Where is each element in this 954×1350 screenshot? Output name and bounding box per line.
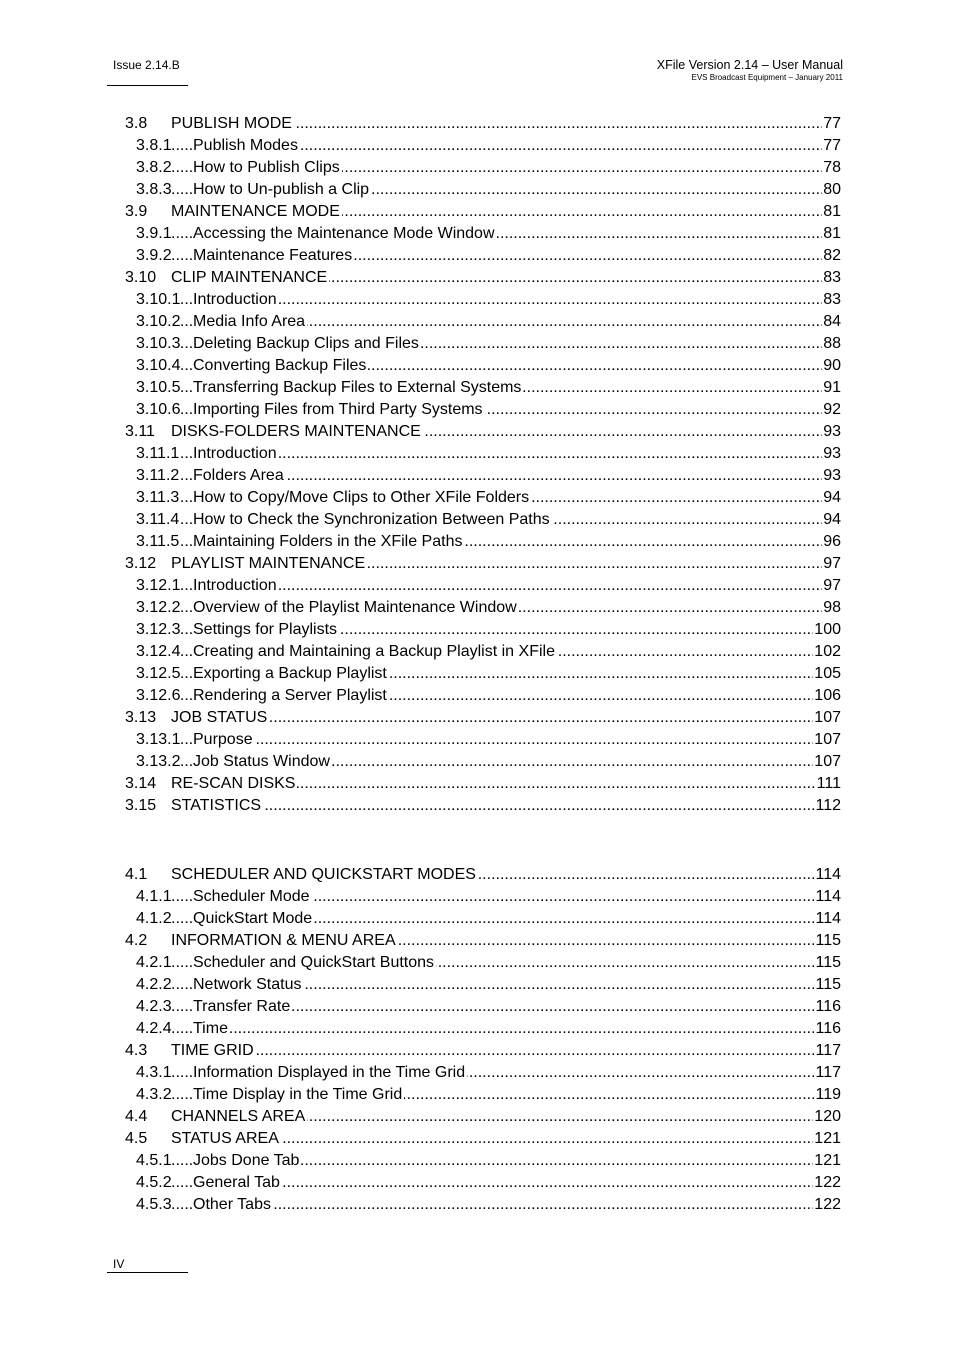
- toc-entry-number: 3.13.1: [136, 729, 180, 751]
- toc-entry-page: 117: [814, 1040, 841, 1062]
- toc-entry-title: QuickStart Mode: [193, 908, 314, 930]
- toc-entry-page: 78: [822, 157, 841, 179]
- toc-entry-number: 4.2.3: [136, 996, 172, 1018]
- toc-entry-page: 102: [813, 641, 841, 663]
- toc-entry-page: 120: [813, 1106, 841, 1128]
- toc-entry-page: 107: [813, 729, 841, 751]
- toc-entry-page: 90: [822, 355, 841, 377]
- toc-entry-number: 4.2: [125, 930, 147, 952]
- toc-entry[interactable]: [125, 575, 841, 597]
- toc-entry-page: 119: [814, 1084, 841, 1106]
- toc-entry[interactable]: [125, 355, 841, 377]
- toc-entry-page: 114: [814, 864, 841, 886]
- toc-entry-page: 117: [814, 1062, 841, 1084]
- toc-entry-number: 3.12.2: [136, 597, 180, 619]
- toc-entry-page: 83: [822, 289, 841, 311]
- toc-entry-number: 4.3.1: [136, 1062, 172, 1084]
- toc-entry-title: General Tab: [193, 1172, 282, 1194]
- toc-entry-page: 115: [814, 930, 841, 952]
- toc-entry-page: 77: [822, 113, 841, 135]
- toc-entry-number: 3.9.2: [136, 245, 172, 267]
- toc-entry[interactable]: [125, 619, 841, 641]
- toc-entry-title: Introduction: [193, 443, 279, 465]
- toc-entry-title: Converting Backup Files: [193, 355, 368, 377]
- toc-entry[interactable]: [125, 201, 841, 223]
- toc-entry[interactable]: [125, 553, 841, 575]
- header-title-block: [657, 58, 843, 82]
- toc-entry-title: How to Publish Clips: [193, 157, 342, 179]
- toc-entry[interactable]: [125, 223, 841, 245]
- toc-entry-title: How to Check the Synchronization Between Paths: [193, 509, 552, 531]
- toc-entry[interactable]: [125, 641, 841, 663]
- toc-entry-title: Exporting a Backup Playlist: [193, 663, 389, 685]
- header-subtitle: EVS Broadcast Equipment – January 2011: [691, 73, 843, 82]
- toc-entry-title: TIME GRID: [171, 1040, 256, 1062]
- toc-entry[interactable]: [125, 311, 841, 333]
- toc-entry-title: Purpose: [193, 729, 255, 751]
- toc-entry-page: 82: [822, 245, 841, 267]
- toc-entry-number: 3.11.4: [136, 509, 179, 531]
- toc-entry-title: Transfer Rate: [193, 996, 292, 1018]
- toc-entry-page: 93: [822, 421, 841, 443]
- toc-entry[interactable]: [125, 1106, 841, 1128]
- toc-entry-number: 3.8: [125, 113, 147, 135]
- toc-entry[interactable]: [125, 663, 841, 685]
- toc-section-3: [125, 113, 841, 817]
- toc-entry[interactable]: [125, 685, 841, 707]
- toc-entry[interactable]: [125, 597, 841, 619]
- toc-entry[interactable]: [125, 157, 841, 179]
- toc-entry[interactable]: [125, 1194, 841, 1216]
- toc-entry-number: 3.10.1: [136, 289, 180, 311]
- toc-entry[interactable]: [125, 1128, 841, 1150]
- toc-entry[interactable]: [125, 135, 841, 157]
- toc-entry[interactable]: [125, 399, 841, 421]
- toc-entry-number: 3.13.2: [136, 751, 180, 773]
- toc-entry-page: 107: [813, 707, 841, 729]
- toc-entry-number: 4.1: [125, 864, 147, 886]
- toc-entry-page: 112: [814, 795, 841, 817]
- toc-entry-page: 114: [814, 908, 841, 930]
- toc-entry-page: 83: [822, 267, 841, 289]
- toc-entry[interactable]: [125, 864, 841, 886]
- toc-entry-title: RE-SCAN DISKS: [171, 773, 297, 795]
- toc-entry-title: Settings for Playlists: [193, 619, 339, 641]
- toc-entry-title: STATUS AREA: [171, 1128, 281, 1150]
- toc-entry-title: CHANNELS AREA: [171, 1106, 307, 1128]
- toc-entry-title: MAINTENANCE MODE: [171, 201, 342, 223]
- toc-entry[interactable]: [125, 773, 841, 795]
- toc-entry-title: Network Status: [193, 974, 303, 996]
- toc-entry[interactable]: [125, 795, 841, 817]
- toc-entry-title: Publish Modes: [193, 135, 300, 157]
- toc-entry-title: Other Tabs: [193, 1194, 273, 1216]
- toc-entry-page: 88: [822, 333, 841, 355]
- toc-entry-number: 3.10.3: [136, 333, 180, 355]
- toc-entry-title: Job Status Window: [193, 751, 332, 773]
- toc-entry-page: 121: [813, 1128, 841, 1150]
- toc-entry-number: 3.9.1: [136, 223, 172, 245]
- toc-entry-number: 3.12: [125, 553, 156, 575]
- toc-entry-number: 4.5: [125, 1128, 147, 1150]
- toc-entry[interactable]: [125, 1018, 841, 1040]
- toc-entry-title: Creating and Maintaining a Backup Playlist in XFile: [193, 641, 557, 663]
- toc-entry-number: 4.5.1: [136, 1150, 172, 1172]
- toc-entry[interactable]: [125, 377, 841, 399]
- toc-entry-page: 94: [822, 509, 841, 531]
- toc-entry-number: 3.10.6: [136, 399, 180, 421]
- toc-entry[interactable]: [125, 245, 841, 267]
- toc-entry-number: 4.1.1: [136, 886, 172, 908]
- toc-entry-number: 4.3: [125, 1040, 147, 1062]
- toc-entry-title: DISKS-FOLDERS MAINTENANCE: [171, 421, 423, 443]
- toc-entry[interactable]: [125, 421, 841, 443]
- toc-entry-page: 77: [822, 135, 841, 157]
- toc-entry-title: SCHEDULER AND QUICKSTART MODES: [171, 864, 478, 886]
- toc-entry[interactable]: [125, 996, 841, 1018]
- toc-entry-title: How to Un-publish a Clip: [193, 179, 371, 201]
- toc-entry-title: PLAYLIST MAINTENANCE: [171, 553, 367, 575]
- toc-entry-number: 4.4: [125, 1106, 147, 1128]
- toc-entry-number: 4.2.4: [136, 1018, 172, 1040]
- toc-entry[interactable]: [125, 751, 841, 773]
- toc-entry[interactable]: [125, 113, 841, 135]
- toc-entry-page: 116: [814, 996, 841, 1018]
- toc-entry-number: 3.12.4: [136, 641, 180, 663]
- toc-entry-title: Jobs Done Tab: [193, 1150, 301, 1172]
- toc-leader-dots: [171, 1018, 841, 1040]
- toc-entry-page: 80: [822, 179, 841, 201]
- toc-section-4: [125, 864, 841, 1216]
- toc-entry[interactable]: [125, 509, 841, 531]
- toc-entry-page: 92: [822, 399, 841, 421]
- toc-entry-number: 3.8.3: [136, 179, 172, 201]
- toc-entry-number: 3.11.1: [136, 443, 179, 465]
- toc-entry-page: 106: [813, 685, 841, 707]
- toc-entry[interactable]: [125, 974, 841, 996]
- toc-entry-title: Time Display in the Time Grid: [193, 1084, 404, 1106]
- toc-entry-page: 100: [813, 619, 841, 641]
- toc-entry-number: 4.5.3: [136, 1194, 172, 1216]
- toc-entry-title: Introduction: [193, 575, 279, 597]
- toc-entry-number: 3.8.1: [136, 135, 172, 157]
- toc-entry[interactable]: [125, 487, 841, 509]
- toc-entry-title: Overview of the Playlist Maintenance Window: [193, 597, 519, 619]
- toc-entry-title: CLIP MAINTENANCE: [171, 267, 329, 289]
- toc-entry-page: 122: [813, 1172, 841, 1194]
- toc-entry-title: Folders Area: [193, 465, 286, 487]
- toc-entry-title: How to Copy/Move Clips to Other XFile Folders: [193, 487, 531, 509]
- toc-entry-number: 3.12.3: [136, 619, 180, 641]
- toc-entry-page: 115: [814, 952, 841, 974]
- toc-entry-number: 4.3.2: [136, 1084, 172, 1106]
- toc-entry-page: 115: [814, 974, 841, 996]
- toc-leader-dots: [171, 1040, 841, 1062]
- toc-entry-page: 97: [822, 575, 841, 597]
- toc-entry-title: Deleting Backup Clips and Files: [193, 333, 421, 355]
- toc-entry-title: Accessing the Maintenance Mode Window: [193, 223, 497, 245]
- header-issue: Issue 2.14.B: [113, 58, 180, 72]
- toc-entry[interactable]: [125, 1084, 841, 1106]
- toc-leader-dots: [171, 795, 841, 817]
- toc-entry-title: Importing Files from Third Party Systems: [193, 399, 485, 421]
- toc-entry[interactable]: [125, 729, 841, 751]
- toc-entry[interactable]: [125, 465, 841, 487]
- toc-entry-page: 98: [822, 597, 841, 619]
- toc-entry-title: Time: [193, 1018, 230, 1040]
- toc-entry[interactable]: [125, 531, 841, 553]
- toc-entry-number: 3.9: [125, 201, 147, 223]
- toc-entry-number: 4.2.1: [136, 952, 172, 974]
- toc-entry-title: INFORMATION & MENU AREA: [171, 930, 398, 952]
- toc-entry-title: Maintenance Features: [193, 245, 354, 267]
- toc-entry-number: 3.14: [125, 773, 156, 795]
- toc-entry[interactable]: [125, 267, 841, 289]
- toc-entry-page: 121: [813, 1150, 841, 1172]
- toc-entry-title: Scheduler Mode: [193, 886, 312, 908]
- toc-entry-number: 3.12.6: [136, 685, 180, 707]
- toc-entry-page: 111: [816, 773, 841, 795]
- toc-entry-page: 107: [813, 751, 841, 773]
- toc-entry-title: STATISTICS: [171, 795, 263, 817]
- toc-entry[interactable]: [125, 1150, 841, 1172]
- toc-entry-page: 105: [813, 663, 841, 685]
- toc-entry-title: Scheduler and QuickStart Buttons: [193, 952, 436, 974]
- toc-entry-title: Media Info Area: [193, 311, 307, 333]
- toc-entry-number: 3.10: [125, 267, 156, 289]
- toc-leader-dots: [171, 707, 841, 729]
- toc-entry-page: 93: [822, 443, 841, 465]
- toc-entry-page: 116: [814, 1018, 841, 1040]
- toc-entry-page: 81: [822, 223, 841, 245]
- toc-entry[interactable]: [125, 930, 841, 952]
- toc-entry[interactable]: [125, 289, 841, 311]
- toc-entry-number: 3.15: [125, 795, 156, 817]
- toc-entry-page: 93: [822, 465, 841, 487]
- toc-entry-number: 3.8.2: [136, 157, 172, 179]
- toc-entry[interactable]: [125, 886, 841, 908]
- toc-entry-title: Transferring Backup Files to External Systems: [193, 377, 523, 399]
- toc-entry-page: 94: [822, 487, 841, 509]
- toc-entry-number: 3.12.5: [136, 663, 180, 685]
- toc-entry-title: JOB STATUS: [171, 707, 269, 729]
- toc-entry-title: Introduction: [193, 289, 279, 311]
- header-rule: [107, 85, 188, 86]
- toc-leader-dots: [171, 729, 841, 751]
- toc-entry-number: 3.13: [125, 707, 156, 729]
- toc-entry[interactable]: [125, 1040, 841, 1062]
- toc-entry-page: 97: [822, 553, 841, 575]
- header-title: XFile Version 2.14 – User Manual: [656, 58, 843, 72]
- toc-entry-title: Rendering a Server Playlist: [193, 685, 389, 707]
- footer-page-number: IV: [113, 1257, 125, 1271]
- toc-entry[interactable]: [125, 333, 841, 355]
- toc-entry[interactable]: [125, 707, 841, 729]
- toc-entry-page: 114: [814, 886, 841, 908]
- toc-entry-number: 3.10.4: [136, 355, 180, 377]
- toc-entry-page: 84: [822, 311, 841, 333]
- toc-entry-number: 3.11.2: [136, 465, 179, 487]
- toc-entry-number: 3.11.5: [136, 531, 179, 553]
- toc-entry-title: Information Displayed in the Time Grid: [193, 1062, 467, 1084]
- toc-entry[interactable]: [125, 908, 841, 930]
- toc-entry-title: Maintaining Folders in the XFile Paths: [193, 531, 464, 553]
- toc-entry-page: 91: [822, 377, 841, 399]
- toc-entry-title: PUBLISH MODE: [171, 113, 294, 135]
- toc-entry[interactable]: [125, 1172, 841, 1194]
- footer-rule: [107, 1272, 188, 1273]
- toc-entry-number: 3.11.3: [136, 487, 179, 509]
- toc-entry-number: 4.2.2: [136, 974, 172, 996]
- toc-entry-number: 3.11: [125, 421, 155, 443]
- toc-entry[interactable]: [125, 952, 841, 974]
- toc-entry-number: 3.12.1: [136, 575, 180, 597]
- toc-entry-page: 96: [822, 531, 841, 553]
- toc-entry[interactable]: [125, 179, 841, 201]
- toc-entry[interactable]: [125, 443, 841, 465]
- toc-entry-number: 4.5.2: [136, 1172, 172, 1194]
- toc-entry-number: 4.1.2: [136, 908, 172, 930]
- toc-entry-number: 3.10.2: [136, 311, 180, 333]
- toc-entry-page: 122: [813, 1194, 841, 1216]
- toc-entry-page: 81: [822, 201, 841, 223]
- toc-entry-number: 3.10.5: [136, 377, 180, 399]
- toc-entry[interactable]: [125, 1062, 841, 1084]
